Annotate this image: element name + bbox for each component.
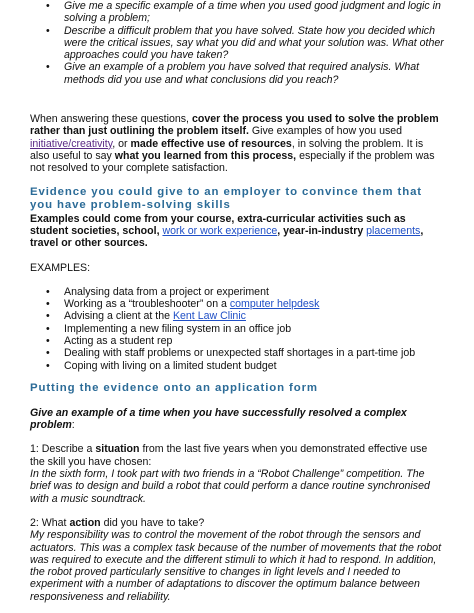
- computer-helpdesk-link[interactable]: computer helpdesk: [229, 298, 320, 311]
- list-item: • Coping with living on a limited student budget: [64, 360, 444, 372]
- step-1-answer: [30, 468, 444, 505]
- text-run: 1: Describe a: [30, 443, 96, 456]
- answering-paragraph: [30, 113, 444, 174]
- examples-source-paragraph: [30, 213, 444, 250]
- list-item: • Give an example of a problem you have solved that required analysis. What methods did you use and what conclusions did you reach?: [64, 61, 444, 86]
- example-question: [30, 407, 444, 432]
- placements-link[interactable]: placements: [366, 224, 421, 237]
- list-item: • Analysing data from a project or experiment: [64, 286, 444, 298]
- bold-run: Examples could come from your course, extra-curricular activities such as student societies, school,: [30, 212, 406, 237]
- examples-list: [30, 286, 444, 372]
- list-item: • Give me a specific example of a time when you used good judgment and logic in solving a problem;: [64, 0, 444, 25]
- kent-law-clinic-link[interactable]: Kent Law Clinic: [172, 310, 246, 323]
- text-run: :: [71, 419, 75, 432]
- bold-run: action: [69, 516, 101, 529]
- text-run: did you have to take?: [100, 516, 205, 529]
- answer-text: In the sixth form, I took part with two friends in a “Robot Challenge” competition. The brief was to design and build a robot that could perform a dance routine synchronised with a music soundtrack.: [30, 468, 430, 505]
- bold-run: cover the process you used to solve the problem rather than just outlining the problem itself.: [30, 113, 439, 138]
- bold-run: what you learned from this process,: [114, 149, 297, 162]
- text-run: Give examples of how you used: [248, 125, 403, 138]
- bold-run: made effective use of resources: [130, 137, 292, 150]
- list-item: • Implementing a new filing system in an office job: [64, 323, 444, 335]
- bold-run: , travel or other sources.: [30, 224, 424, 250]
- text-run: 2: What: [30, 516, 70, 529]
- text-run: , in solving the problem. It is also useful to say: [30, 137, 424, 162]
- list-item: [64, 298, 444, 310]
- step-1-prompt: [30, 443, 444, 468]
- text-run: especially if the problem was not resolved to your complete satisfaction.: [30, 149, 435, 175]
- step-2-prompt: [30, 517, 444, 529]
- list-item: [64, 310, 444, 322]
- text-run: When answering these questions,: [30, 113, 192, 126]
- step-2-answer: [30, 529, 444, 603]
- bold-run: , year-in-industry: [277, 224, 367, 237]
- question-list: [30, 0, 444, 86]
- text-run: , or: [112, 137, 131, 150]
- text-run: Working as a “troubleshooter” on a: [64, 298, 230, 311]
- list-item: • Dealing with staff problems or unexpected staff shortages in a part-time job: [64, 347, 444, 359]
- text-run: from the last five years when you demonstrated effective use the skill you have chosen:: [30, 443, 428, 468]
- list-item: • Acting as a student rep: [64, 335, 444, 347]
- examples-label: EXAMPLES:: [30, 262, 91, 275]
- work-experience-link[interactable]: work or work experience: [162, 224, 278, 237]
- question-text: Give an example of a time when you have successfully resolved a complex problem: [30, 406, 407, 432]
- list-item: • Describe a difficult problem that you have solved. State how you decided which were the critical issues, say what you did and what your solution was. What other approaches could you have taken?: [64, 25, 444, 62]
- bold-run: situation: [95, 443, 140, 456]
- section-heading-application-form: Putting the evidence onto an application form: [30, 381, 318, 394]
- section-heading-evidence: Evidence you could give to an employer to convince them that you have problem-solving skills: [30, 185, 422, 211]
- answer-text: My responsibility was to control the movement of the robot through the sensors and actuators. This was a complex task because of the number of movements that the robot was required to execute and the different stimuli to which it had to respond. In addition, the robot proved particularly sensitive to changes in light levels and I needed to experiment with a number of adaptations to discover the optimum balance between responsiveness and reliability.: [30, 529, 442, 603]
- text-run: Advising a client at the: [64, 310, 173, 323]
- initiative-creativity-link[interactable]: initiative/creativity: [30, 137, 113, 150]
